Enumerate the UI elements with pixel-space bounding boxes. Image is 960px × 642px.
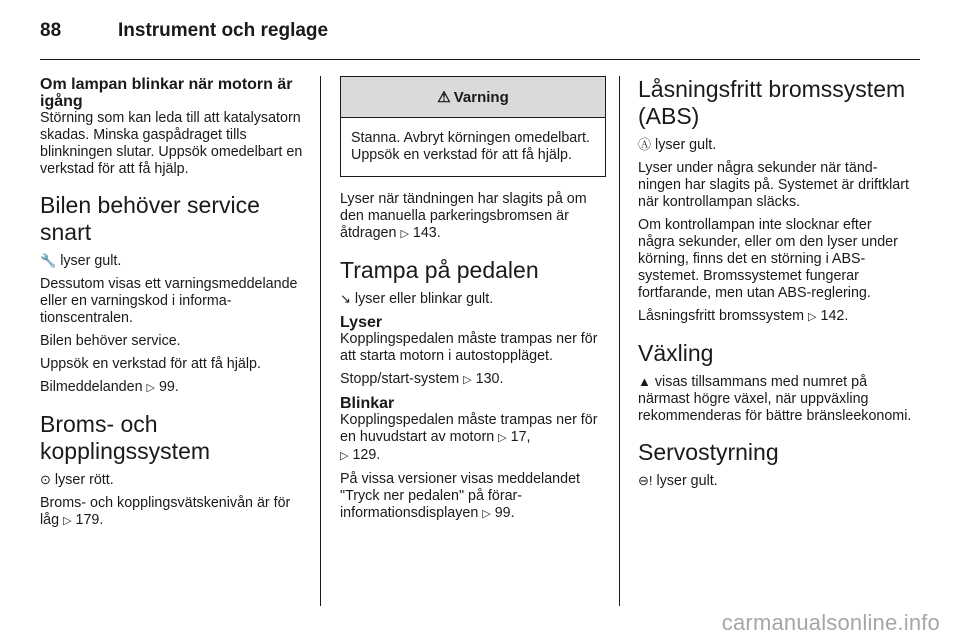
up-arrow-icon: ▲: [638, 374, 651, 389]
header-rule: [40, 59, 920, 60]
column-2: [340, 76, 606, 529]
paragraph-versions-message: På vissa versioner visas meddelandet "Tryck ner pedalen" på förarinformationsdisplayen ▷ 99.: [340, 471, 580, 521]
chapter-title: Instrument och reglage: [118, 20, 329, 41]
column-divider-1: [320, 76, 321, 606]
wrench-car-icon: 🔧: [40, 253, 57, 268]
paragraph-abs-ref: Låsningsfritt bromssystem ▷ 142.: [638, 308, 849, 324]
paragraph-flashing: Kopplingspedalen måste trampas ner för en huvudstart av motorn ▷ 17, ▷ 129.: [340, 412, 598, 463]
page-reference[interactable]: 17,: [510, 429, 531, 445]
heading-abs: Låsningsfritt bromssystem (ABS): [638, 76, 906, 129]
heading-brake-clutch: Broms- och kopplingssystem: [40, 411, 211, 464]
paragraph-abs-lamp: Ⓐ lyser gult.: [638, 137, 717, 153]
page-ref-arrow-icon: ▷: [463, 374, 472, 386]
power-steering-icon: ⊖!: [638, 473, 653, 488]
paragraph-abs-fault: Om kontrollampan inte slocknar efter några sekunder, eller om den lyser under körning, finns det en störning i ABS-systemet. Bromssystemet fungerar fortfarande, men utan ABS-reglering.: [638, 217, 898, 301]
page-ref-arrow-icon: ▷: [482, 508, 491, 520]
page-ref-arrow-icon: ▷: [498, 432, 507, 444]
heading-gear-shift: Växling: [638, 340, 714, 366]
heading-flashing: Blinkar: [340, 395, 395, 412]
column-3: [638, 76, 912, 496]
paragraph-abs-ignition: Lyser under några sekunder när tändningen har slagits på. Systemet är driftklart när kontrollampan släcks.: [638, 160, 909, 210]
page-reference[interactable]: 99.: [158, 379, 179, 395]
column-divider-2: [619, 76, 620, 606]
warning-header: ⚠ Varning: [341, 77, 605, 118]
page-ref-arrow-icon: ▷: [63, 515, 72, 527]
page-reference[interactable]: 130.: [475, 371, 504, 387]
pedal-icon: ↘: [340, 291, 351, 306]
paragraph-service-message: Dessutom visas ett varningsmeddelande eller en varningskod i informationscentralen.: [40, 276, 298, 326]
paragraph-gear-shift: ▲ visas tillsammans med numret på närmast högre växel, när uppväxling rekommenderas för bättre bränsleekonomi.: [638, 374, 912, 424]
brake-warning-icon: ⊙: [40, 472, 51, 487]
paragraph-service-lamp: 🔧 lyser gult.: [40, 253, 122, 269]
page-reference[interactable]: 143.: [412, 225, 441, 241]
warning-triangle-icon: ⚠: [437, 89, 451, 106]
page-reference[interactable]: 99.: [494, 505, 515, 521]
warning-box: [340, 76, 606, 177]
page-ref-arrow-icon: ▷: [808, 311, 817, 323]
paragraph-pedal-lamp: ↘ lyser eller blinkar gult.: [340, 291, 494, 307]
paragraph-lamp-blinks: Störning som kan leda till att katalysatorn skadas. Minska gaspådraget tills blinkningen slutar. Uppsök omedelbart en verkstad för att få hjälp.: [40, 110, 303, 177]
warning-text: Stanna. Avbryt körningen omedelbart. Uppsök en verkstad för att få hjälp.: [351, 130, 590, 163]
heading-lamp-blinks: Om lampan blinkar när motorn är igång: [40, 76, 293, 110]
paragraph-steering-lamp: ⊖! lyser gult.: [638, 473, 718, 489]
page-ref-arrow-icon: ▷: [146, 382, 155, 394]
page-ref-arrow-icon: ▷: [400, 228, 409, 240]
paragraph-brake-fluid: Broms- och kopplingsvätskenivån är för låg ▷ 179.: [40, 495, 291, 528]
page-number: 88: [40, 20, 62, 41]
page-header: [40, 20, 920, 60]
heading-service-soon: Bilen behöver service snart: [40, 192, 260, 245]
column-1: [40, 76, 306, 536]
paragraph-vehicle-messages: Bilmeddelanden ▷ 99.: [40, 379, 179, 395]
heading-lit: Lyser: [340, 314, 383, 331]
paragraph-lit-autostop: Kopplingspedalen måste trampas ner för att starta motorn i autostoppläget.: [340, 331, 598, 364]
abs-icon: Ⓐ: [638, 137, 652, 152]
paragraph-stop-start: Stopp/start-system ▷ 130.: [340, 371, 504, 387]
paragraph-brake-lamp: ⊙ lyser rött.: [40, 472, 114, 488]
paragraph-service-needed: Bilen behöver service.: [40, 333, 181, 349]
page-reference[interactable]: 129.: [352, 447, 381, 463]
page-ref-arrow-icon: ▷: [340, 450, 349, 462]
watermark: carmanualsonline.info: [721, 610, 940, 635]
page-reference[interactable]: 142.: [820, 308, 849, 324]
paragraph-parking-brake: Lyser när tändningen har slagits på om den manuella parkeringsbromsen är åtdragen ▷ 143.: [340, 191, 587, 241]
paragraph-visit-workshop: Uppsök en verkstad för att få hjälp.: [40, 356, 261, 372]
heading-power-steering: Servostyrning: [638, 439, 779, 465]
page-reference[interactable]: 179.: [75, 512, 104, 528]
heading-press-pedal: Trampa på pedalen: [340, 257, 539, 283]
